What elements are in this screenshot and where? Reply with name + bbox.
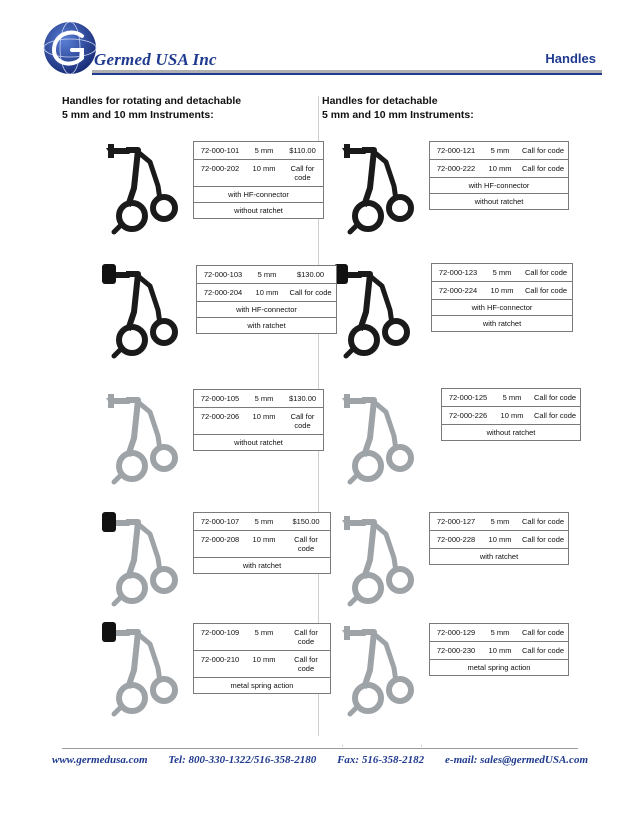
footer-fax: Fax: 516-358-2182 — [337, 754, 425, 766]
handle-instrument-3 — [98, 252, 198, 360]
product-row — [194, 390, 323, 408]
product-note: with HF-connector — [430, 178, 568, 194]
product-price: Call for code — [524, 268, 568, 277]
product-note: without ratchet — [474, 197, 524, 206]
thumb-ring-icon — [153, 447, 175, 469]
product-price: $110.00 — [289, 146, 316, 155]
product-price: Call for code — [289, 288, 332, 297]
product-code: 72-000-107 — [200, 517, 240, 526]
product-note: without ratchet — [234, 438, 283, 447]
product-row — [197, 284, 336, 302]
instrument-fixed-handle — [362, 632, 374, 688]
instrument-fixed-handle — [362, 150, 374, 206]
product-code: 72-000-206 — [200, 412, 240, 421]
handle-instrument-9 — [98, 610, 198, 718]
instrument-lever — [374, 634, 396, 682]
product-row — [197, 266, 336, 284]
product-note: with ratchet — [247, 321, 286, 330]
product-size: 5 mm — [254, 628, 274, 637]
connector-post — [108, 394, 114, 408]
product-table — [429, 512, 569, 565]
product-table — [429, 623, 569, 676]
product-note: without ratchet — [234, 206, 283, 215]
instrument-lever — [374, 402, 396, 450]
product-row — [430, 624, 568, 642]
product-row — [194, 408, 323, 435]
thumb-ring-icon — [389, 679, 411, 701]
product-code: 72-000-202 — [200, 164, 240, 173]
product-price: Call for code — [290, 412, 315, 430]
footer-contact — [52, 754, 588, 766]
product-code: 72-000-226 — [448, 411, 488, 420]
product-price: Call for code — [294, 535, 318, 553]
product-price: Call for code — [290, 164, 315, 182]
left-title-line1: Handles for rotating and detachable — [62, 95, 242, 107]
product-size: 10 mm — [488, 646, 512, 655]
finger-rest — [350, 596, 358, 604]
connector-post — [344, 394, 350, 408]
rotation-knob-icon — [102, 512, 116, 532]
product-row — [432, 282, 572, 300]
product-size: 10 mm — [255, 288, 279, 297]
footer-mark-left: ‚ — [342, 742, 344, 748]
product-row — [194, 651, 330, 678]
product-size: 5 mm — [254, 394, 274, 403]
finger-rest — [114, 596, 122, 604]
product-size: 10 mm — [252, 655, 276, 664]
instrument-lever — [138, 634, 160, 682]
product-table — [441, 388, 581, 441]
instrument-fixed-handle — [126, 274, 138, 330]
right-title-line2: 5 mm and 10 mm Instruments: — [322, 109, 474, 121]
product-row — [194, 160, 323, 187]
product-price: $130.00 — [296, 270, 325, 279]
instrument-fixed-handle — [126, 632, 138, 688]
right-column-title — [322, 94, 474, 122]
thumb-ring-icon — [153, 569, 175, 591]
product-size: 5 mm — [490, 146, 510, 155]
instrument-lever — [138, 152, 160, 200]
product-note: with HF-connector — [432, 300, 572, 316]
instrument-fixed-handle — [126, 400, 138, 456]
product-price: Call for code — [294, 628, 318, 646]
instrument-lever — [138, 276, 160, 324]
brand-name: Germed USA Inc — [94, 50, 217, 69]
product-table — [193, 623, 331, 694]
product-note: without ratchet — [486, 428, 536, 437]
finger-rest — [350, 706, 358, 714]
product-price: $130.00 — [288, 394, 317, 403]
product-row — [194, 624, 330, 651]
handle-instrument-4 — [330, 252, 430, 360]
thumb-ring-icon — [389, 447, 411, 469]
product-code: 72-000-109 — [200, 628, 240, 637]
product-row — [442, 407, 580, 425]
product-price: Call for code — [521, 164, 565, 173]
instrument-fixed-handle — [362, 400, 374, 456]
instrument-lever — [374, 524, 396, 572]
product-code: 72-000-127 — [436, 517, 476, 526]
product-code: 72-000-224 — [438, 286, 478, 295]
connector-post — [108, 144, 114, 158]
product-code: 72-000-105 — [200, 394, 240, 403]
rotation-knob-icon — [102, 264, 116, 284]
product-row — [430, 531, 568, 549]
product-price: Call for code — [521, 646, 565, 655]
product-size: 5 mm — [490, 628, 510, 637]
product-size: 5 mm — [502, 393, 522, 402]
product-code: 72-000-204 — [203, 288, 243, 297]
finger-rest — [114, 706, 122, 714]
instrument-fixed-handle — [126, 150, 138, 206]
product-size: 5 mm — [492, 268, 512, 277]
finger-rest — [114, 224, 122, 232]
connector-post — [344, 516, 350, 530]
thumb-ring-icon — [389, 197, 411, 219]
thumb-ring-icon — [153, 679, 175, 701]
handle-instrument-8 — [334, 500, 434, 608]
product-price: Call for code — [524, 286, 568, 295]
thumb-ring-icon — [153, 197, 175, 219]
product-price: Call for code — [521, 628, 565, 637]
product-code: 72-000-208 — [200, 535, 240, 544]
header-rule-accent — [92, 73, 602, 75]
thumb-ring-icon — [385, 321, 407, 343]
instrument-lever — [370, 276, 392, 324]
product-table — [193, 389, 324, 451]
finger-rest — [350, 474, 358, 482]
thumb-ring-icon — [153, 321, 175, 343]
handle-instrument-7 — [98, 500, 198, 608]
rotation-knob-icon — [102, 622, 116, 642]
product-table — [193, 141, 324, 219]
page-title: Handles — [545, 51, 596, 66]
product-price: $150.00 — [292, 517, 320, 526]
connector-post — [344, 626, 350, 640]
product-code: 72-000-101 — [200, 146, 240, 155]
product-size: 10 mm — [252, 164, 276, 173]
footer-rule — [62, 748, 578, 749]
instrument-lever — [138, 524, 160, 572]
handle-instrument-2 — [334, 128, 434, 236]
instrument-fixed-handle — [126, 522, 138, 578]
product-row — [430, 642, 568, 660]
connector-post — [344, 144, 350, 158]
product-note: metal spring action — [230, 681, 294, 690]
handle-instrument-1 — [98, 128, 198, 236]
product-row — [194, 531, 330, 558]
finger-rest — [114, 474, 122, 482]
product-size: 10 mm — [252, 412, 276, 421]
product-code: 72-000-129 — [436, 628, 476, 637]
product-size: 5 mm — [254, 517, 274, 526]
product-size: 10 mm — [252, 535, 276, 544]
product-price: Call for code — [521, 535, 565, 544]
product-price: Call for code — [294, 655, 318, 673]
product-code: 72-000-228 — [436, 535, 476, 544]
product-code: 72-000-210 — [200, 655, 240, 664]
footer-website-link[interactable]: www.germedusa.com — [52, 754, 148, 766]
left-column-title — [62, 94, 241, 122]
product-code: 72-000-123 — [438, 268, 478, 277]
product-note: with ratchet — [482, 319, 522, 328]
product-price: Call for code — [533, 411, 577, 420]
product-code: 72-000-103 — [203, 270, 243, 279]
product-note: with ratchet — [479, 552, 519, 561]
instrument-lever — [138, 402, 160, 450]
product-size: 10 mm — [488, 164, 512, 173]
instrument-fixed-handle — [358, 274, 370, 330]
instrument-lever — [374, 152, 396, 200]
product-code: 72-000-121 — [436, 146, 476, 155]
finger-rest — [114, 348, 122, 356]
product-note: with HF-connector — [197, 302, 336, 318]
product-size: 10 mm — [500, 411, 524, 420]
product-table — [429, 141, 569, 210]
globe-logo-icon — [42, 20, 98, 76]
product-row — [432, 264, 572, 282]
product-note: with ratchet — [242, 561, 282, 570]
product-note: with HF-connector — [194, 187, 323, 203]
product-note: metal spring action — [467, 663, 531, 672]
product-price: Call for code — [533, 393, 577, 402]
footer-email-link[interactable]: e-mail: sales@germedUSA.com — [445, 754, 588, 766]
handle-instrument-5 — [98, 378, 198, 486]
product-code: 72-000-230 — [436, 646, 476, 655]
product-price: Call for code — [521, 517, 565, 526]
product-table — [196, 265, 337, 334]
product-size: 10 mm — [490, 286, 514, 295]
product-row — [430, 142, 568, 160]
handle-instrument-6 — [334, 378, 434, 486]
right-title-line1: Handles for detachable — [322, 95, 438, 107]
product-row — [430, 160, 568, 178]
footer-phone: Tel: 800-330-1322/516-358-2180 — [168, 754, 317, 766]
product-size: 10 mm — [488, 535, 512, 544]
finger-rest — [346, 348, 354, 356]
footer-mark-right: ‚ — [420, 742, 422, 748]
product-size: 5 mm — [257, 270, 277, 279]
product-table — [193, 512, 331, 574]
product-row — [194, 142, 323, 160]
finger-rest — [350, 224, 358, 232]
product-price: Call for code — [521, 146, 565, 155]
product-code: 72-000-222 — [436, 164, 476, 173]
product-row — [194, 513, 330, 531]
product-size: 5 mm — [490, 517, 510, 526]
handle-instrument-10 — [334, 610, 434, 718]
left-title-line2: 5 mm and 10 mm Instruments: — [62, 109, 214, 121]
product-size: 5 mm — [254, 146, 274, 155]
product-row — [430, 513, 568, 531]
product-table — [431, 263, 573, 332]
instrument-fixed-handle — [362, 522, 374, 578]
company-logo — [38, 14, 217, 78]
product-code: 72-000-125 — [448, 393, 488, 402]
product-row — [442, 389, 580, 407]
thumb-ring-icon — [389, 569, 411, 591]
